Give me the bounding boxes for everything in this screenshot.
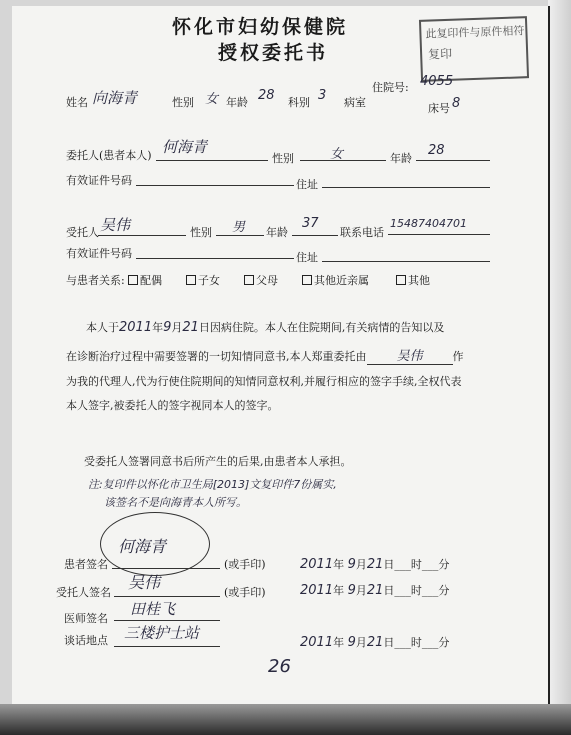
agent-fingerprint-label: (或手印) — [224, 586, 266, 599]
agent-label: 受托人 — [66, 226, 99, 239]
name-value: 向海青 — [92, 89, 138, 107]
stamp-line-2: 复印 — [427, 46, 453, 62]
sex-label: 性别 — [172, 96, 194, 109]
agent-phone-value: 15487404701 — [390, 217, 467, 230]
dept-label: 科别 — [288, 96, 310, 109]
relation-option-children[interactable]: 子女 — [186, 272, 220, 288]
admission-value: 4055 — [420, 74, 454, 89]
agent-sex-value: 男 — [232, 220, 246, 235]
principal-sex-label: 性别 — [272, 152, 294, 165]
doctor-sign-value: 田桂飞 — [130, 600, 176, 618]
patient-sign-label: 患者签名 — [64, 558, 108, 571]
stamp-line-1: 此复印件与原件相符 — [425, 24, 525, 41]
age-label: 年龄 — [226, 96, 248, 109]
agent-sign-value: 吴伟 — [128, 573, 161, 592]
agent-address-label: 住址 — [296, 251, 318, 264]
agent-value: 吴伟 — [100, 216, 131, 234]
principal-address-label: 住址 — [296, 178, 318, 191]
checkbox-icon — [396, 275, 406, 285]
consequence-text: 受委托人签署同意书后所产生的后果,由患者本人承担。 — [84, 455, 352, 468]
bed-label: 床号 — [428, 102, 450, 115]
principal-sex-value: 女 — [330, 147, 344, 162]
talk-date: 2011年 9月21日___时___分 — [300, 635, 450, 650]
agent-sign-date: 2011年 9月21日___时___分 — [300, 583, 450, 598]
doctor-sign-label: 医师签名 — [64, 612, 108, 625]
agent-id-label: 有效证件号码 — [66, 247, 132, 260]
bed-value: 8 — [452, 96, 461, 111]
agent-sex-label: 性别 — [190, 226, 212, 239]
relation-option-spouse[interactable]: 配偶 — [128, 272, 162, 288]
principal-age-value: 28 — [428, 143, 445, 158]
page-edge — [548, 0, 571, 735]
scan-shadow — [0, 704, 571, 735]
patient-fingerprint-label: (或手印) — [224, 558, 266, 571]
principal-value: 何海青 — [162, 138, 208, 156]
checkbox-icon — [302, 275, 312, 285]
statement-line-4: 本人签字,被委托人的签字视同本人的签字。 — [66, 399, 279, 412]
age-value: 28 — [258, 88, 275, 103]
principal-id-label: 有效证件号码 — [66, 174, 132, 187]
patient-sign-value: 何海青 — [118, 537, 167, 556]
note-line-2: 该签名不是向海青本人所写。 — [104, 496, 247, 509]
principal-label: 委托人(患者本人) — [66, 149, 152, 162]
patient-sign-date: 2011年 9月21日___时___分 — [300, 557, 450, 572]
copy-stamp — [419, 16, 529, 82]
note-line-1: 注:复印件以怀化市卫生局[2013]文复印件7份属实, — [88, 478, 337, 491]
statement-line-2: 在诊断治疗过程中需要签署的一切知情同意书,本人郑重委托由 吴伟 作 — [66, 349, 464, 364]
dept-value: 3 — [318, 88, 327, 103]
admission-label: 住院号: — [372, 81, 409, 94]
ward-label: 病室 — [344, 96, 366, 109]
name-label: 姓名 — [66, 96, 88, 109]
statement-line-3: 为我的代理人,代为行使住院期间的知情同意权利,并履行相应的签字手续,全权代表 — [66, 375, 462, 388]
agent-phone-label: 联系电话 — [340, 226, 384, 239]
checkbox-icon — [244, 275, 254, 285]
place-label: 谈话地点 — [64, 634, 108, 647]
checkbox-icon — [128, 275, 138, 285]
hospital-name: 怀化市妇幼保健院 — [172, 16, 349, 38]
principal-age-label: 年龄 — [390, 152, 412, 165]
relation-option-other[interactable]: 其他 — [396, 272, 430, 288]
agent-sign-label: 受托人签名 — [56, 586, 111, 599]
page-number: 26 — [268, 656, 291, 677]
checkbox-icon — [186, 275, 196, 285]
relation-label: 与患者关系: — [66, 274, 125, 287]
agent-age-value: 37 — [302, 216, 319, 231]
place-value: 三楼护士站 — [124, 624, 200, 642]
statement-line-1: 本人于2011年9月21日因病住院。本人在住院期间,有关病情的告知以及 — [86, 320, 445, 335]
relation-option-other-kin[interactable]: 其他近亲属 — [302, 272, 369, 288]
relation-option-parents[interactable]: 父母 — [244, 272, 278, 288]
sex-value: 女 — [205, 92, 219, 107]
document-title: 授权委托书 — [218, 42, 329, 64]
agent-age-label: 年龄 — [266, 226, 288, 239]
